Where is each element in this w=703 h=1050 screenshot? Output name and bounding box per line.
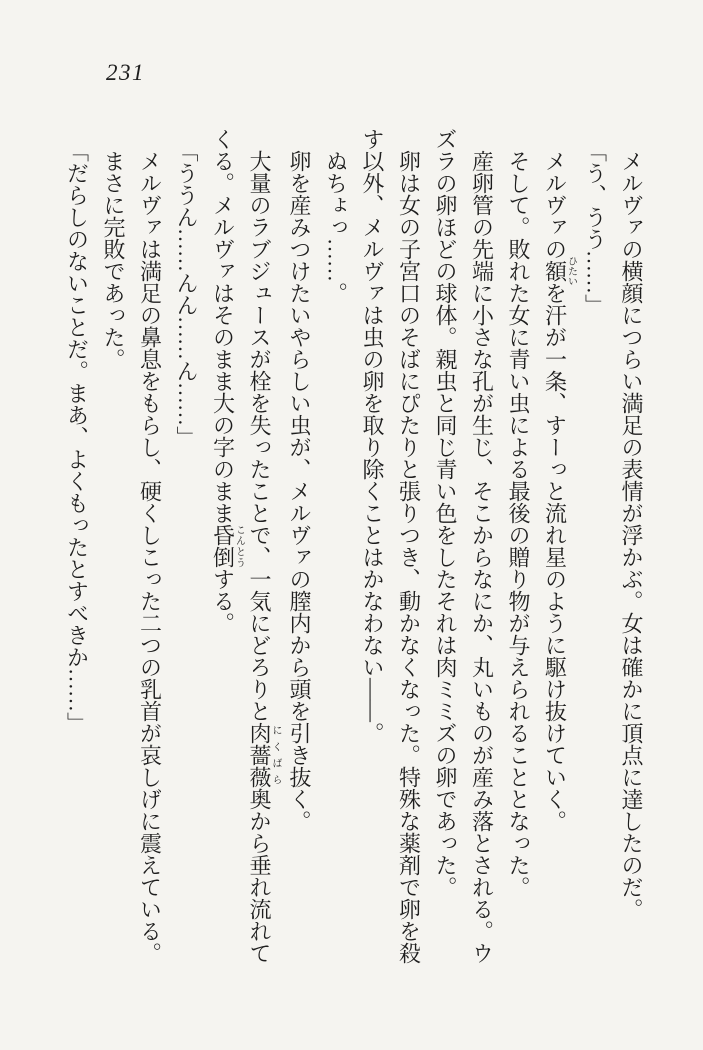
paragraph: 卵を産みつけたいやらしい虫が、メルヴァの膣内から頭を引き抜く。: [287, 150, 312, 832]
paragraph: そして。敗れた女に青い虫による最後の贈り物が与えられることとなった。: [506, 150, 531, 898]
text-block: [58, 128, 649, 964]
paragraph: 卵は女の子宮口のそばにぴたりと張りつき、動かなくなった。特殊な薬剤で卵を殺す以外、メルヴァは虫の卵を取り除くことはかなわない――。: [360, 128, 422, 964]
paragraph: 「ううん……んん……ん……」: [174, 140, 199, 449]
paragraph: 「う、うう……」: [582, 140, 608, 317]
paragraph: まさに完敗であった。: [101, 150, 126, 370]
paragraph: メルヴァの額ひたいを汗が一条、すーっと流れ星のように駆け抜けていく。: [542, 150, 577, 832]
paragraph: 産卵管の先端に小さな孔が生じ、そこからなにか、丸いものが産み落とされる。ウズラの卵ほどの球体。親虫と同じ青い色をしたそれは肉ミミズの卵であった。: [433, 128, 495, 964]
paragraph: メルヴァは満足の鼻息をもらし、硬くしこった二つの乳首が哀しげに震えている。: [137, 150, 163, 964]
ruby-annotated-word: 額ひたい: [542, 256, 577, 286]
ruby-annotated-word: 肉薔薇にくばら: [247, 722, 281, 788]
paragraph: ぬちょっ……。: [323, 150, 349, 304]
paragraph: 大量のラブジュースが栓を失ったことで、一気にどろりと肉薔薇にくばら奥から垂れ流れてくる。メルヴァはそのまま大の字のまま昏倒こんとうする。: [210, 128, 281, 964]
page-number: 231: [106, 60, 145, 85]
paragraph: 「だらしのないことだ。まあ、よくもったとすべきか……」: [64, 140, 90, 735]
ruby-annotated-word: 昏倒こんとう: [210, 524, 245, 568]
paragraph: メルヴァの横顔につらい満足の表情が浮かぶ。女は確かに頂点に達したのだ。: [619, 150, 644, 920]
